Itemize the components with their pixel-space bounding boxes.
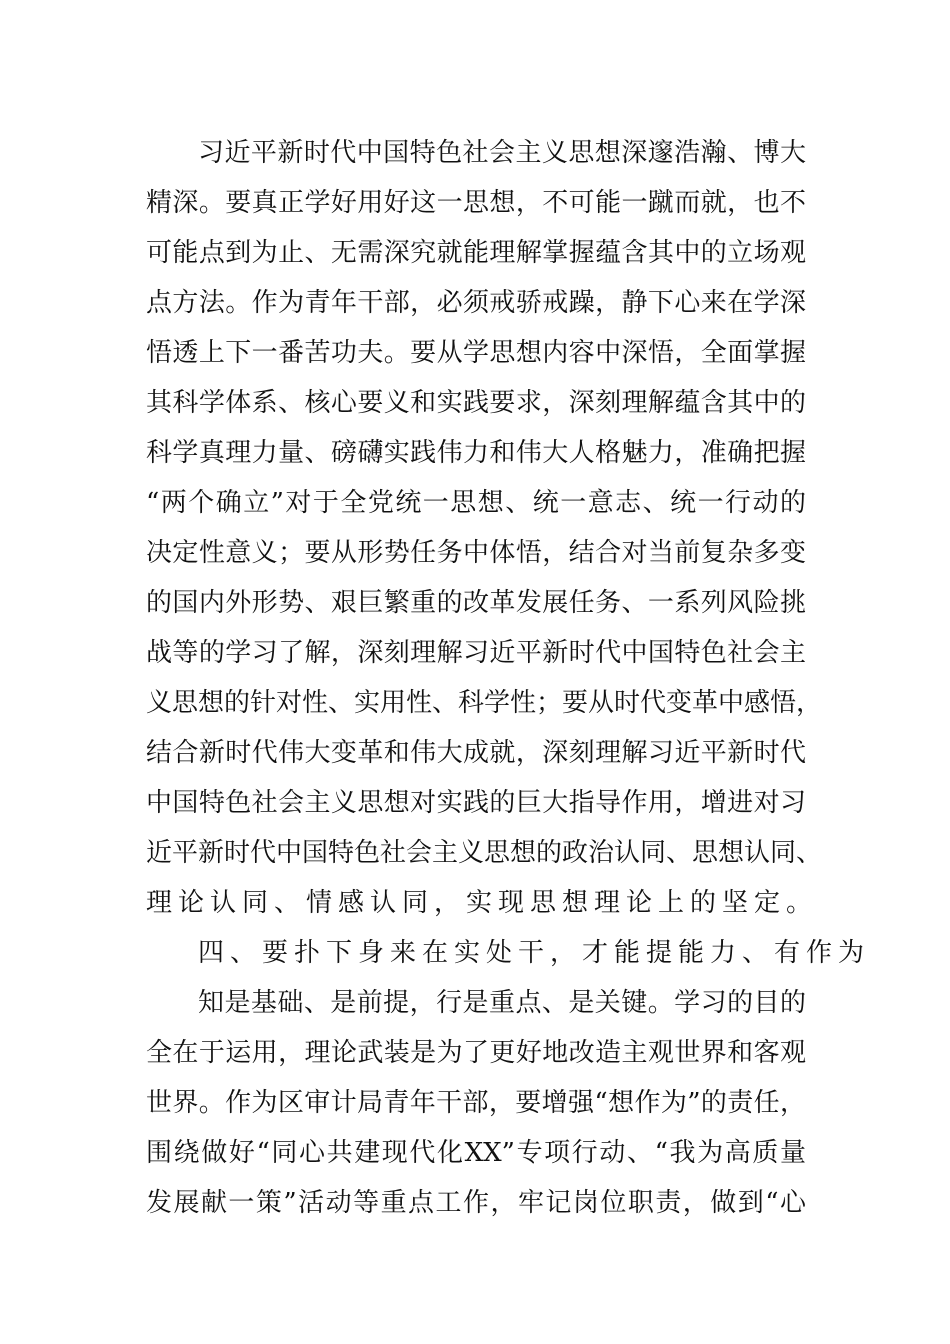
- paragraph-1-line-16: 理论认同、情感认同，实现思想理论上的坚定。: [146, 888, 819, 918]
- paragraph-2-line-4: 围绕做好“同心共建现代化XX”专项行动、“我为高质量: [146, 1138, 806, 1168]
- paragraph-1-line-10: 的国内外形势、艰巨繁重的改革发展任务、一系列风险挑: [146, 588, 806, 618]
- paragraph-1-line-6: 其科学体系、核心要义和实践要求，深刻理解蕴含其中的: [146, 388, 806, 418]
- paragraph-1-line-3: 可能点到为止、无需深究就能理解掌握蕴含其中的立场观: [146, 238, 806, 268]
- paragraph-1-line-14: 中国特色社会主义思想对实践的巨大指导作用，增进对习: [146, 788, 806, 818]
- paragraph-1-line-4: 点方法。作为青年干部，必须戒骄戒躁，静下心来在学深: [146, 288, 806, 318]
- paragraph-2-line-2: 全在于运用，理论武装是为了更好地改造主观世界和客观: [146, 1038, 806, 1068]
- paragraph-1-line-15: 近平新时代中国特色社会主义思想的政治认同、思想认同、: [146, 838, 823, 868]
- paragraph-1-line-12: 义思想的针对性、实用性、科学性；要从时代变革中感悟，: [146, 688, 823, 718]
- paragraph-1-line-5: 悟透上下一番苦功夫。要从学思想内容中深悟，全面掌握: [146, 338, 806, 368]
- paragraph-1-line-9: 决定性意义；要从形势任务中体悟，结合对当前复杂多变: [146, 538, 806, 568]
- paragraph-2-line-3: 世界。作为区审计局青年干部，要增强“想作为”的责任，: [146, 1088, 806, 1118]
- paragraph-2-line-1: 知是基础、是前提，行是重点、是关键。学习的目的: [198, 988, 806, 1018]
- paragraph-1-line-7: 科学真理力量、磅礴实践伟力和伟大人格魅力，准确把握: [146, 438, 806, 468]
- paragraph-1-line-13: 结合新时代伟大变革和伟大成就，深刻理解习近平新时代: [146, 738, 806, 768]
- paragraph-1-line-2: 精深。要真正学好用好这一思想，不可能一蹴而就，也不: [146, 188, 806, 218]
- paragraph-1-line-1: 习近平新时代中国特色社会主义思想深邃浩瀚、博大: [198, 138, 806, 168]
- paragraph-1-line-8: “两个确立”对于全党统一思想、统一意志、统一行动的: [146, 488, 806, 518]
- section-heading-4: 四、要扑下身来在实处干，才能提能力、有作为: [198, 938, 871, 968]
- paragraph-2-line-5: 发展献一策”活动等重点工作，牢记岗位职责，做到“心: [146, 1188, 806, 1218]
- document-body: [146, 128, 871, 1228]
- paragraph-1-line-11: 战等的学习了解，深刻理解习近平新时代中国特色社会主: [146, 638, 806, 668]
